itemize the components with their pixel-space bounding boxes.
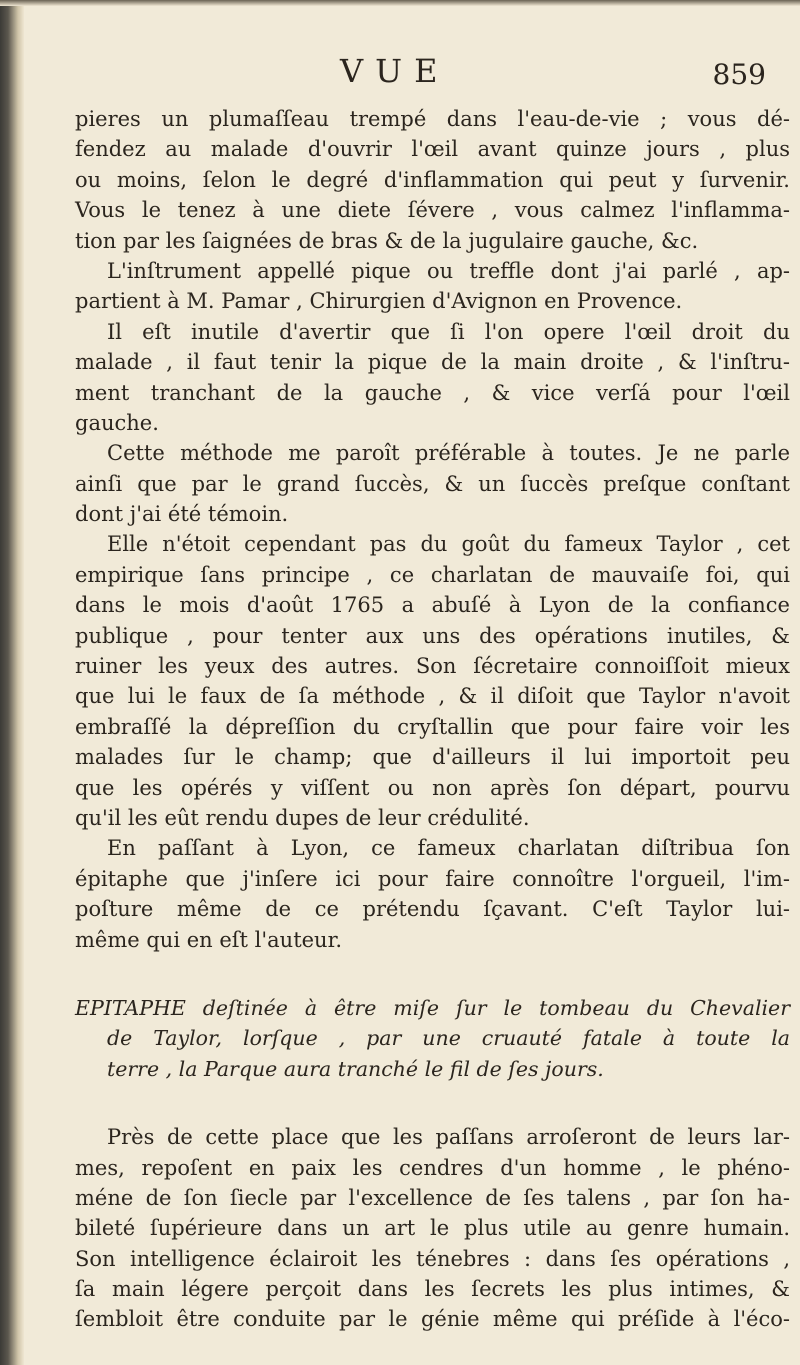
text-line: En paſſant à Lyon, ce fameux charlatan diſtribua ſon: [107, 836, 790, 861]
text-line: ment tranchant de la gauche , & vice verſá pour l'œil: [75, 380, 790, 405]
text-line: terre , la Parque aura tranché le fil de ſes jours.: [107, 1056, 604, 1081]
paragraph: [75, 438, 790, 529]
text-line: partient à M. Pamar , Chirurgien d'Avignon en Provence.: [75, 289, 683, 314]
paragraph: [75, 104, 790, 256]
paragraph: [75, 529, 790, 833]
paragraph: [75, 317, 790, 439]
text-line: même qui en eſt l'auteur.: [75, 927, 342, 952]
text-line: mes, repoſent en paix les cendres d'un homme , le phéno-: [75, 1155, 790, 1180]
text-line: Il eſt inutile d'avertir que ſi l'on opere l'œil droit du: [107, 319, 790, 344]
paragraph: [75, 256, 790, 317]
text-line: bileté ſupérieure dans un art le plus utile au genre humain.: [75, 1216, 790, 1241]
section-spacer: [75, 1084, 790, 1122]
page-body: [75, 104, 790, 1335]
text-line: publique , pour tenter aux uns des opérations inutiles, &: [75, 623, 790, 648]
text-line: Vous le tenez à une diete ſévere , vous calmez l'inflamma-: [75, 198, 790, 223]
epitaph-body: [75, 1122, 790, 1335]
text-line: que les opérés y viſſent ou non après ſon départ, pourvu: [75, 775, 790, 800]
text-line: malade , il faut tenir la pique de la main droite , & l'inſtru-: [75, 350, 790, 375]
text-line: embraſſé la dépreſſion du cryſtallin que pour faire voir les: [75, 714, 790, 739]
text-line: Cette méthode me paroît préférable à toutes. Je ne parle: [107, 441, 790, 466]
text-line: empirique ſans principe , ce charlatan de mauvaiſe foi, qui: [75, 562, 790, 587]
epitaph-heading: [75, 993, 790, 1084]
text-line: dont j'ai été témoin.: [75, 502, 289, 527]
text-line: ou moins, ſelon le degré d'inflammation qui peut y ſurvenir.: [75, 167, 790, 192]
text-line: ruiner les yeux des autres. Son ſécretaire connoiſſoit mieux: [75, 654, 790, 679]
text-line: méne de ſon ſiecle par l'excellence de ſes talens , par ſon ha-: [75, 1185, 790, 1210]
text-line: EPITAPHE deſtinée à être miſe ſur le tombeau du Chevalier: [75, 995, 790, 1020]
page-number: 859: [712, 58, 766, 91]
text-line: fendez au malade d'ouvrir l'œil avant quinze jours , plus: [75, 137, 790, 162]
running-head: VUE: [340, 52, 450, 90]
text-line: gauche.: [75, 410, 159, 435]
paragraph: [75, 833, 790, 955]
page-header: [340, 52, 780, 100]
text-line: Elle n'étoit cependant pas du goût du fameux Taylor , cet: [107, 532, 790, 557]
section-spacer: [75, 955, 790, 993]
text-line: Près de cette place que les paſſans arroſeront de leurs lar-: [107, 1125, 790, 1150]
text-line: épitaphe que j'inſere ici pour faire connoître l'orgueil, l'im-: [75, 866, 790, 891]
text-line: pieres un plumaſſeau trempé dans l'eau-de-vie ; vous dé-: [75, 107, 790, 131]
text-line: ainſi que par le grand ſuccès, & un ſuccès preſque conſtant: [75, 471, 790, 496]
text-line: malades ſur le champ; que d'ailleurs il lui importoit peu: [75, 745, 790, 770]
text-line: de Taylor, lorſque , par une cruauté fatale à toute la: [107, 1026, 790, 1051]
text-line: Son intelligence éclairoit les ténebres : dans ſes opérations ,: [75, 1246, 790, 1271]
text-line: qu'il les eût rendu dupes de leur crédulité.: [75, 805, 530, 830]
text-line: dans le mois d'août 1765 a abuſé à Lyon de la confiance: [75, 593, 790, 618]
text-line: que lui le faux de ſa méthode , & il diſoit que Taylor n'avoit: [75, 684, 790, 709]
text-line: L'inſtrument appellé pique ou treffle dont j'ai parlé , ap-: [107, 258, 790, 283]
text-line: ſembloit être conduite par le génie même qui préſide à l'éco-: [75, 1307, 790, 1332]
text-line: poſture même de ce prétendu ſçavant. C'eſt Taylor lui-: [75, 897, 790, 922]
text-line: ſa main légere perçoit dans les ſecrets les plus intimes, &: [75, 1277, 790, 1302]
text-line: tion par les ſaignées de bras & de la jugulaire gauche, &c.: [75, 228, 699, 253]
